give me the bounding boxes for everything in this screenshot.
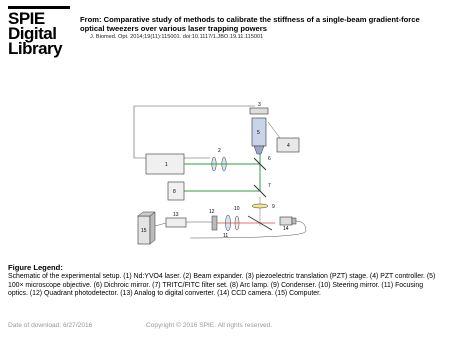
figure-legend (8, 263, 444, 299)
ccd-camera (280, 217, 292, 225)
legend-title: Figure Legend: (8, 263, 63, 272)
analog-to-digital-converter (166, 218, 186, 227)
copyright: Copyright © 2016 SPIE. All rights reserved. (146, 322, 273, 329)
pzt-stage (250, 108, 268, 114)
figure-label-2: 2 (218, 148, 221, 154)
logo-line-spie: SPIE (8, 9, 45, 28)
article-title: From: Comparative study of methods to calibrate the stiffness of a single-beam gradient-force optical tweezers over various laser trapping powers (80, 15, 420, 33)
figure-label-8: 8 (173, 189, 176, 195)
quadrant-photodetector (212, 216, 217, 230)
figure-label-4: 4 (287, 143, 290, 149)
pzt-cable (268, 122, 280, 138)
figure-label-14: 14 (283, 226, 289, 232)
figure-label-5: 5 (257, 130, 260, 136)
experimental-setup-figure (130, 98, 310, 248)
figure-label-9: 9 (272, 204, 275, 210)
adc-cable (155, 223, 166, 226)
ccd-camera-lens (292, 218, 296, 224)
figure-label-10: 10 (234, 206, 240, 212)
download-date: Date of download: 6/27/2016 (8, 322, 93, 329)
figure-label-15: 15 (141, 228, 147, 234)
figure-label-3: 3 (258, 102, 261, 108)
optical-path-frame (134, 106, 255, 158)
figure-label-12: 12 (209, 209, 215, 215)
figure-label-6: 6 (268, 156, 271, 162)
objective-tip (254, 146, 264, 154)
logo-line-digital: Digital (8, 24, 57, 43)
spie-digital-library-logo (8, 6, 72, 56)
arc-lamp (168, 182, 184, 200)
figure-label-1: 1 (165, 162, 168, 168)
article-header (80, 15, 440, 40)
logo-line-library: Library (8, 39, 63, 58)
figure-label-11: 11 (223, 233, 229, 239)
figure-label-7: 7 (268, 183, 271, 189)
legend-text: Schematic of the experimental setup. (1) Nd:YVO4 laser. (2) Beam expander. (3) piezoelectric translation (PZT) stage. (4) PZT controller. (5) 100× microscope objective. (6) Dichroic mirror. (7) TRITC/FITC filter set. (8) Arc lamp. (9) Condenser. (10) Steering mirror. (11) Focusing optics. (12) Quadrant photodetector. (13) Analog to digital converter. (14) CCD camera. (15) Computer. (8, 273, 436, 298)
figure-label-13: 13 (173, 212, 179, 218)
condenser-lens (252, 204, 268, 208)
article-citation: J. Biomed. Opt. 2014;19(11):115001. doi:10.1117/1.JBO.19.11.115001 (90, 34, 264, 40)
